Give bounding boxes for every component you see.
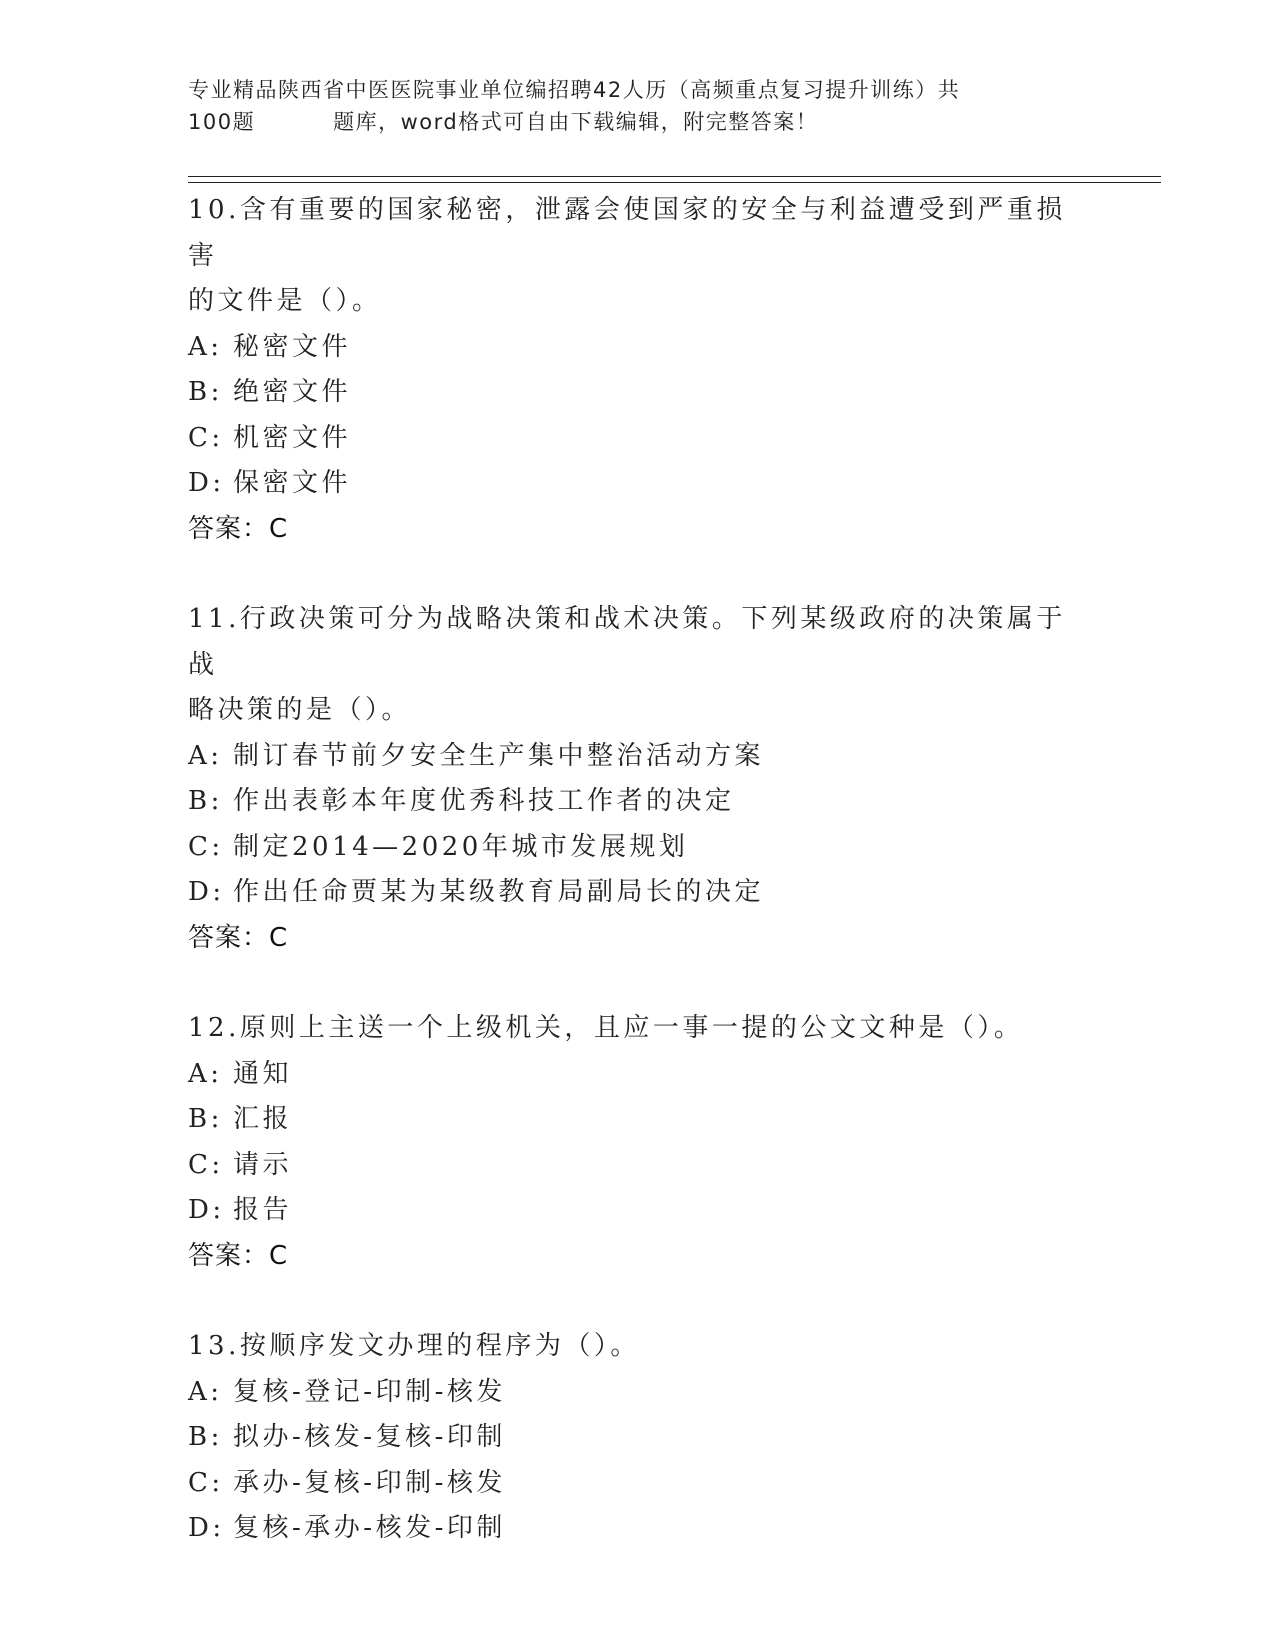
option-b: [188, 1415, 1088, 1461]
question-item: [188, 1006, 1088, 1279]
option-c: [188, 1143, 1088, 1189]
option-key: D:: [188, 1195, 225, 1225]
option-text: 作出表彰本年度优秀科技工作者的决定: [233, 786, 735, 816]
option-text: 拟办-核发-复核-印制: [233, 1422, 506, 1452]
option-a: [188, 1370, 1088, 1416]
option-key: B:: [188, 377, 223, 407]
option-text: 请示: [233, 1149, 293, 1180]
option-text: 作出任命贾某为某级教育局副局长的决定: [233, 877, 765, 907]
option-key: A:: [188, 1376, 223, 1407]
option-key: D:: [188, 1513, 225, 1543]
question-stem-line: 12.原则上主送一个上级机关，且应一事一提的公文文种是（）。: [188, 1013, 1024, 1043]
question-stem-line: 10.含有重要的国家秘密，泄露会使国家的安全与利益遭受到严重损害: [188, 195, 1066, 271]
document-header: [188, 74, 1168, 138]
option-key: D:: [188, 468, 225, 498]
option-key: B:: [188, 1422, 223, 1452]
option-text: 通知: [233, 1058, 293, 1089]
option-a: [188, 325, 1088, 371]
question-item: [188, 597, 1088, 961]
option-c: [188, 825, 1088, 871]
header-divider-bottom: [188, 182, 1161, 183]
option-key: A:: [188, 740, 223, 771]
option-key: A:: [188, 1058, 223, 1089]
option-text: 制订春节前夕安全生产集中整治活动方案: [233, 740, 765, 771]
option-text: 复核-登记-印制-核发: [233, 1376, 506, 1407]
option-b: [188, 1097, 1088, 1143]
option-key: D:: [188, 877, 225, 907]
option-c: [188, 1461, 1088, 1507]
option-key: B:: [188, 786, 223, 816]
option-d: [188, 870, 1088, 916]
option-d: [188, 1188, 1088, 1234]
option-text: 绝密文件: [233, 377, 352, 407]
option-c: [188, 416, 1088, 462]
answer-line: 答案：C: [188, 513, 289, 544]
answer-line: 答案：C: [188, 1240, 289, 1271]
option-text: 制定2014—2020年城市发展规划: [233, 831, 689, 862]
option-text: 汇报: [233, 1104, 293, 1134]
option-d: [188, 1506, 1088, 1552]
option-a: [188, 734, 1088, 780]
header-divider-top: [188, 176, 1161, 177]
question-item: [188, 1324, 1088, 1552]
option-d: [188, 461, 1088, 507]
option-text: 报告: [233, 1195, 293, 1225]
option-key: C:: [188, 1149, 224, 1180]
question-stem-line: 13.按顺序发文办理的程序为（）。: [188, 1331, 640, 1361]
option-key: C:: [188, 1467, 224, 1498]
option-key: A:: [188, 331, 223, 362]
header-title-line-2: [188, 106, 1168, 138]
option-text: 复核-承办-核发-印制: [233, 1513, 506, 1543]
header-question-count: 100题: [188, 110, 256, 134]
header-description: 题库，word格式可自由下载编辑，附完整答案！: [333, 110, 819, 134]
option-text: 机密文件: [233, 422, 352, 453]
question-stem-line: 11.行政决策可分为战略决策和战术决策。下列某级政府的决策属于战: [188, 604, 1066, 680]
question-stem-line: 略决策的是（）。: [188, 695, 412, 725]
question-stem-line: 的文件是（）。: [188, 286, 382, 316]
option-text: 保密文件: [233, 468, 352, 498]
question-list: [188, 188, 1088, 1597]
header-gap: [255, 106, 333, 138]
option-b: [188, 370, 1088, 416]
option-text: 秘密文件: [233, 331, 352, 362]
option-a: [188, 1052, 1088, 1098]
answer-line: 答案：C: [188, 922, 289, 953]
option-b: [188, 779, 1088, 825]
header-title-line-1: 专业精品陕西省中医医院事业单位编招聘42人历（高频重点复习提升训练）共: [188, 78, 961, 102]
option-key: B:: [188, 1104, 223, 1134]
option-text: 承办-复核-印制-核发: [233, 1467, 506, 1498]
option-key: C:: [188, 422, 224, 453]
question-item: [188, 188, 1088, 552]
option-key: C:: [188, 831, 224, 862]
